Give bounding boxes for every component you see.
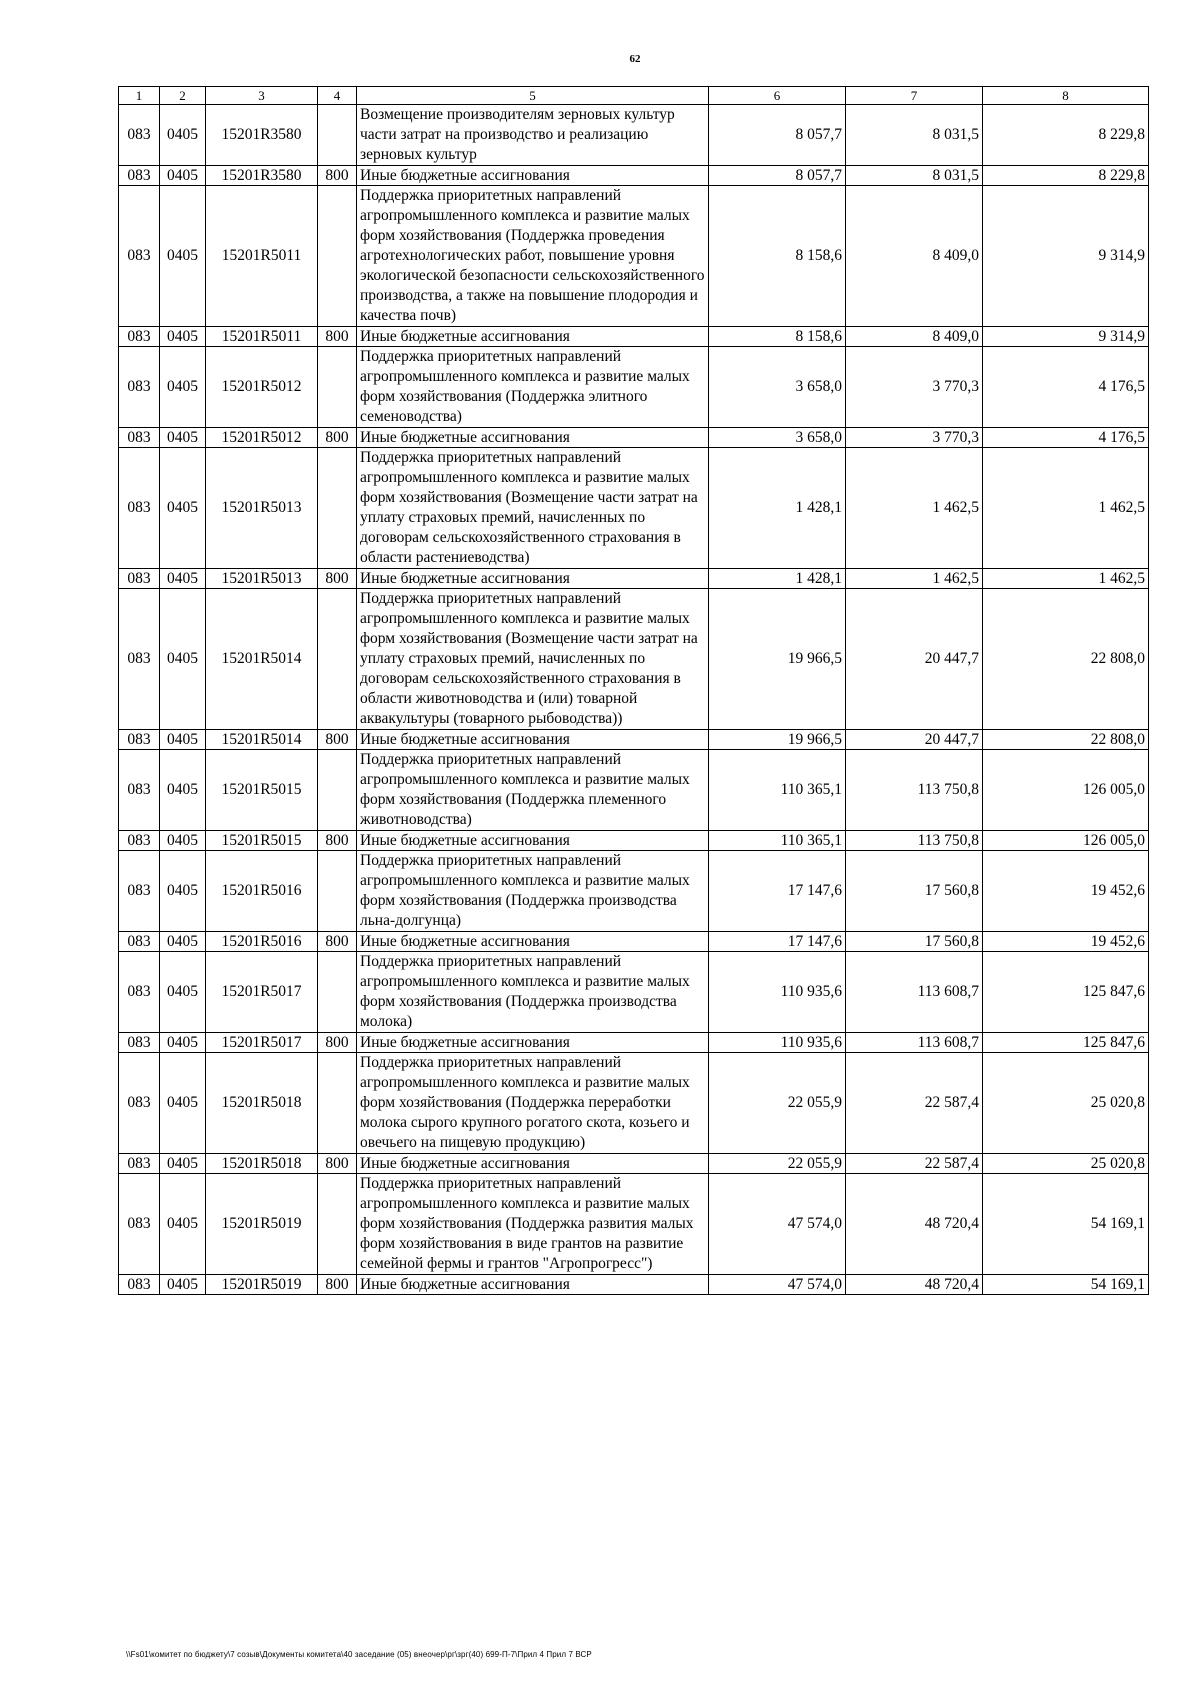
amount-col6-cell: 19 966,5 [709, 589, 846, 730]
amount-col6-cell: 3 658,0 [709, 347, 846, 428]
description-cell: Иные бюджетные ассигнования [357, 569, 709, 589]
description-cell: Иные бюджетные ассигнования [357, 166, 709, 186]
expense-type-cell: 800 [318, 428, 357, 448]
ministry-code-cell: 083 [119, 569, 160, 589]
section-code-cell: 0405 [160, 851, 206, 932]
table-row [119, 851, 1149, 932]
amount-col6-cell: 17 147,6 [709, 932, 846, 952]
ministry-code-cell: 083 [119, 327, 160, 347]
description-cell: Возмещение производителям зерновых культур части затрат на производство и реализацию зерновых культур [357, 105, 709, 166]
expense-type-cell: 800 [318, 327, 357, 347]
target-article-cell: 15201R5016 [206, 851, 318, 932]
table-row [119, 730, 1149, 750]
ministry-code-cell: 083 [119, 932, 160, 952]
table-row [119, 347, 1149, 428]
ministry-code-cell: 083 [119, 347, 160, 428]
target-article-cell: 15201R5019 [206, 1275, 318, 1295]
amount-col7-cell: 1 462,5 [846, 569, 983, 589]
amount-col6-cell: 1 428,1 [709, 448, 846, 569]
col-header: 1 [119, 87, 160, 105]
description-cell: Иные бюджетные ассигнования [357, 1154, 709, 1174]
target-article-cell: 15201R5011 [206, 327, 318, 347]
table-row [119, 1053, 1149, 1154]
amount-col8-cell: 125 847,6 [983, 952, 1149, 1033]
target-article-cell: 15201R5014 [206, 730, 318, 750]
amount-col7-cell: 22 587,4 [846, 1053, 983, 1154]
amount-col7-cell: 48 720,4 [846, 1174, 983, 1275]
amount-col6-cell: 1 428,1 [709, 569, 846, 589]
col-header: 2 [160, 87, 206, 105]
ministry-code-cell: 083 [119, 730, 160, 750]
footer-file-path: \\Fs01\комитет по бюджету\7 созыв\Документы комитета\40 заседание (05) внеочер\рг\зрг(40) 699-П-7\Прил 4 Прил 7 ВСР [126, 1650, 592, 1659]
amount-col7-cell: 8 031,5 [846, 166, 983, 186]
ministry-code-cell: 083 [119, 105, 160, 166]
ministry-code-cell: 083 [119, 952, 160, 1033]
description-cell: Иные бюджетные ассигнования [357, 831, 709, 851]
amount-col8-cell: 54 169,1 [983, 1174, 1149, 1275]
expense-type-cell [318, 105, 357, 166]
table-row [119, 105, 1149, 166]
section-code-cell: 0405 [160, 327, 206, 347]
expense-type-cell: 800 [318, 1154, 357, 1174]
amount-col8-cell: 8 229,8 [983, 166, 1149, 186]
amount-col8-cell: 1 462,5 [983, 448, 1149, 569]
amount-col7-cell: 113 750,8 [846, 750, 983, 831]
expense-type-cell [318, 952, 357, 1033]
description-cell: Иные бюджетные ассигнования [357, 327, 709, 347]
target-article-cell: 15201R5017 [206, 952, 318, 1033]
table-row [119, 569, 1149, 589]
description-cell: Иные бюджетные ассигнования [357, 730, 709, 750]
amount-col7-cell: 17 560,8 [846, 932, 983, 952]
expense-type-cell: 800 [318, 1275, 357, 1295]
description-cell: Поддержка приоритетных направлений агропромышленного комплекса и развитие малых форм хозяйствования (Возмещение части затрат на уплату страховых премий, начисленных по договорам сельскохозяйственного страхования в области животноводства и (или) товарной аквакультуры (товарного рыбоводства)) [357, 589, 709, 730]
expense-type-cell: 800 [318, 730, 357, 750]
section-code-cell: 0405 [160, 448, 206, 569]
table-row [119, 1275, 1149, 1295]
amount-col6-cell: 110 365,1 [709, 831, 846, 851]
section-code-cell: 0405 [160, 952, 206, 1033]
target-article-cell: 15201R5013 [206, 569, 318, 589]
expense-type-cell [318, 347, 357, 428]
amount-col8-cell: 4 176,5 [983, 347, 1149, 428]
ministry-code-cell: 083 [119, 851, 160, 932]
section-code-cell: 0405 [160, 589, 206, 730]
section-code-cell: 0405 [160, 1174, 206, 1275]
section-code-cell: 0405 [160, 1154, 206, 1174]
expense-type-cell: 800 [318, 1033, 357, 1053]
amount-col8-cell: 126 005,0 [983, 831, 1149, 851]
col-header: 8 [983, 87, 1149, 105]
ministry-code-cell: 083 [119, 589, 160, 730]
amount-col7-cell: 22 587,4 [846, 1154, 983, 1174]
amount-col8-cell: 126 005,0 [983, 750, 1149, 831]
ministry-code-cell: 083 [119, 1174, 160, 1275]
ministry-code-cell: 083 [119, 1154, 160, 1174]
table-row [119, 952, 1149, 1033]
amount-col7-cell: 20 447,7 [846, 730, 983, 750]
section-code-cell: 0405 [160, 1053, 206, 1154]
col-header: 3 [206, 87, 318, 105]
description-cell: Поддержка приоритетных направлений агропромышленного комплекса и развитие малых форм хозяйствования (Возмещение части затрат на уплату страховых премий, начисленных по договорам сельскохозяйственного страхования в области растениеводства) [357, 448, 709, 569]
description-cell: Поддержка приоритетных направлений агропромышленного комплекса и развитие малых форм хозяйствования (Поддержка производства молока) [357, 952, 709, 1033]
amount-col6-cell: 110 365,1 [709, 750, 846, 831]
expense-type-cell [318, 1053, 357, 1154]
table-row [119, 932, 1149, 952]
table-row [119, 1033, 1149, 1053]
description-cell: Поддержка приоритетных направлений агропромышленного комплекса и развитие малых форм хозяйствования (Поддержка переработки молока сырого крупного рогатого скота, козьего и овечьего на пищевую продукцию) [357, 1053, 709, 1154]
section-code-cell: 0405 [160, 750, 206, 831]
amount-col6-cell: 47 574,0 [709, 1275, 846, 1295]
amount-col8-cell: 19 452,6 [983, 851, 1149, 932]
amount-col6-cell: 22 055,9 [709, 1053, 846, 1154]
amount-col6-cell: 19 966,5 [709, 730, 846, 750]
target-article-cell: 15201R5011 [206, 186, 318, 327]
ministry-code-cell: 083 [119, 428, 160, 448]
section-code-cell: 0405 [160, 1275, 206, 1295]
table-row [119, 589, 1149, 730]
table-row [119, 831, 1149, 851]
section-code-cell: 0405 [160, 1033, 206, 1053]
table-row [119, 186, 1149, 327]
expense-type-cell: 800 [318, 831, 357, 851]
amount-col8-cell: 8 229,8 [983, 105, 1149, 166]
ministry-code-cell: 083 [119, 448, 160, 569]
amount-col6-cell: 22 055,9 [709, 1154, 846, 1174]
table-row [119, 448, 1149, 569]
amount-col7-cell: 1 462,5 [846, 448, 983, 569]
description-cell: Иные бюджетные ассигнования [357, 1033, 709, 1053]
expense-type-cell [318, 1174, 357, 1275]
amount-col8-cell: 1 462,5 [983, 569, 1149, 589]
amount-col6-cell: 8 057,7 [709, 105, 846, 166]
table-row [119, 1174, 1149, 1275]
target-article-cell: 15201R5013 [206, 448, 318, 569]
amount-col6-cell: 8 158,6 [709, 186, 846, 327]
target-article-cell: 15201R5015 [206, 831, 318, 851]
col-header: 6 [709, 87, 846, 105]
amount-col6-cell: 3 658,0 [709, 428, 846, 448]
col-header: 7 [846, 87, 983, 105]
amount-col7-cell: 113 750,8 [846, 831, 983, 851]
description-cell: Иные бюджетные ассигнования [357, 932, 709, 952]
section-code-cell: 0405 [160, 730, 206, 750]
ministry-code-cell: 083 [119, 831, 160, 851]
amount-col7-cell: 3 770,3 [846, 347, 983, 428]
amount-col8-cell: 25 020,8 [983, 1053, 1149, 1154]
target-article-cell: 15201R5019 [206, 1174, 318, 1275]
expense-type-cell: 800 [318, 569, 357, 589]
table-row [119, 1154, 1149, 1174]
description-cell: Поддержка приоритетных направлений агропромышленного комплекса и развитие малых форм хозяйствования (Поддержка проведения агротехнологических работ, повышение уровня экологической безопасности сельскохозяйственного производства, а также на повышение плодородия и качества почв) [357, 186, 709, 327]
description-cell: Иные бюджетные ассигнования [357, 1275, 709, 1295]
table-row [119, 428, 1149, 448]
ministry-code-cell: 083 [119, 1053, 160, 1154]
section-code-cell: 0405 [160, 428, 206, 448]
section-code-cell: 0405 [160, 569, 206, 589]
ministry-code-cell: 083 [119, 1033, 160, 1053]
amount-col6-cell: 47 574,0 [709, 1174, 846, 1275]
amount-col8-cell: 54 169,1 [983, 1275, 1149, 1295]
target-article-cell: 15201R5018 [206, 1154, 318, 1174]
table-row [119, 750, 1149, 831]
amount-col8-cell: 22 808,0 [983, 589, 1149, 730]
expense-type-cell [318, 186, 357, 327]
ministry-code-cell: 083 [119, 1275, 160, 1295]
amount-col8-cell: 9 314,9 [983, 327, 1149, 347]
amount-col7-cell: 3 770,3 [846, 428, 983, 448]
amount-col6-cell: 17 147,6 [709, 851, 846, 932]
amount-col8-cell: 125 847,6 [983, 1033, 1149, 1053]
ministry-code-cell: 083 [119, 750, 160, 831]
amount-col7-cell: 8 031,5 [846, 105, 983, 166]
description-cell: Иные бюджетные ассигнования [357, 428, 709, 448]
target-article-cell: 15201R3580 [206, 166, 318, 186]
amount-col8-cell: 25 020,8 [983, 1154, 1149, 1174]
description-cell: Поддержка приоритетных направлений агропромышленного комплекса и развитие малых форм хозяйствования (Поддержка производства льна-долгунца) [357, 851, 709, 932]
col-header: 5 [357, 87, 709, 105]
amount-col6-cell: 110 935,6 [709, 1033, 846, 1053]
section-code-cell: 0405 [160, 105, 206, 166]
target-article-cell: 15201R5012 [206, 428, 318, 448]
expense-type-cell [318, 750, 357, 831]
target-article-cell: 15201R5014 [206, 589, 318, 730]
section-code-cell: 0405 [160, 932, 206, 952]
amount-col8-cell: 22 808,0 [983, 730, 1149, 750]
amount-col7-cell: 48 720,4 [846, 1275, 983, 1295]
ministry-code-cell: 083 [119, 166, 160, 186]
description-cell: Поддержка приоритетных направлений агропромышленного комплекса и развитие малых форм хозяйствования (Поддержка развития малых форм хозяйствования в виде грантов на развитие семейной фермы и грантов "Агропрогресс") [357, 1174, 709, 1275]
section-code-cell: 0405 [160, 831, 206, 851]
section-code-cell: 0405 [160, 166, 206, 186]
page-number: 62 [629, 53, 641, 65]
table-row [119, 327, 1149, 347]
target-article-cell: 15201R5015 [206, 750, 318, 831]
target-article-cell: 15201R5018 [206, 1053, 318, 1154]
expense-type-cell: 800 [318, 932, 357, 952]
amount-col7-cell: 8 409,0 [846, 327, 983, 347]
col-header: 4 [318, 87, 357, 105]
expense-type-cell: 800 [318, 166, 357, 186]
amount-col8-cell: 4 176,5 [983, 428, 1149, 448]
target-article-cell: 15201R5012 [206, 347, 318, 428]
amount-col6-cell: 8 057,7 [709, 166, 846, 186]
target-article-cell: 15201R5017 [206, 1033, 318, 1053]
ministry-code-cell: 083 [119, 186, 160, 327]
amount-col8-cell: 9 314,9 [983, 186, 1149, 327]
table-row [119, 166, 1149, 186]
amount-col7-cell: 17 560,8 [846, 851, 983, 932]
amount-col8-cell: 19 452,6 [983, 932, 1149, 952]
target-article-cell: 15201R5016 [206, 932, 318, 952]
amount-col6-cell: 110 935,6 [709, 952, 846, 1033]
amount-col7-cell: 8 409,0 [846, 186, 983, 327]
description-cell: Поддержка приоритетных направлений агропромышленного комплекса и развитие малых форм хозяйствования (Поддержка племенного животноводства) [357, 750, 709, 831]
target-article-cell: 15201R3580 [206, 105, 318, 166]
expense-type-cell [318, 589, 357, 730]
amount-col7-cell: 113 608,7 [846, 1033, 983, 1053]
header-row [119, 87, 1149, 105]
section-code-cell: 0405 [160, 186, 206, 327]
expense-type-cell [318, 448, 357, 569]
budget-table [118, 86, 1149, 1295]
section-code-cell: 0405 [160, 347, 206, 428]
amount-col7-cell: 20 447,7 [846, 589, 983, 730]
expense-type-cell [318, 851, 357, 932]
amount-col6-cell: 8 158,6 [709, 327, 846, 347]
amount-col7-cell: 113 608,7 [846, 952, 983, 1033]
description-cell: Поддержка приоритетных направлений агропромышленного комплекса и развитие малых форм хозяйствования (Поддержка элитного семеноводства) [357, 347, 709, 428]
